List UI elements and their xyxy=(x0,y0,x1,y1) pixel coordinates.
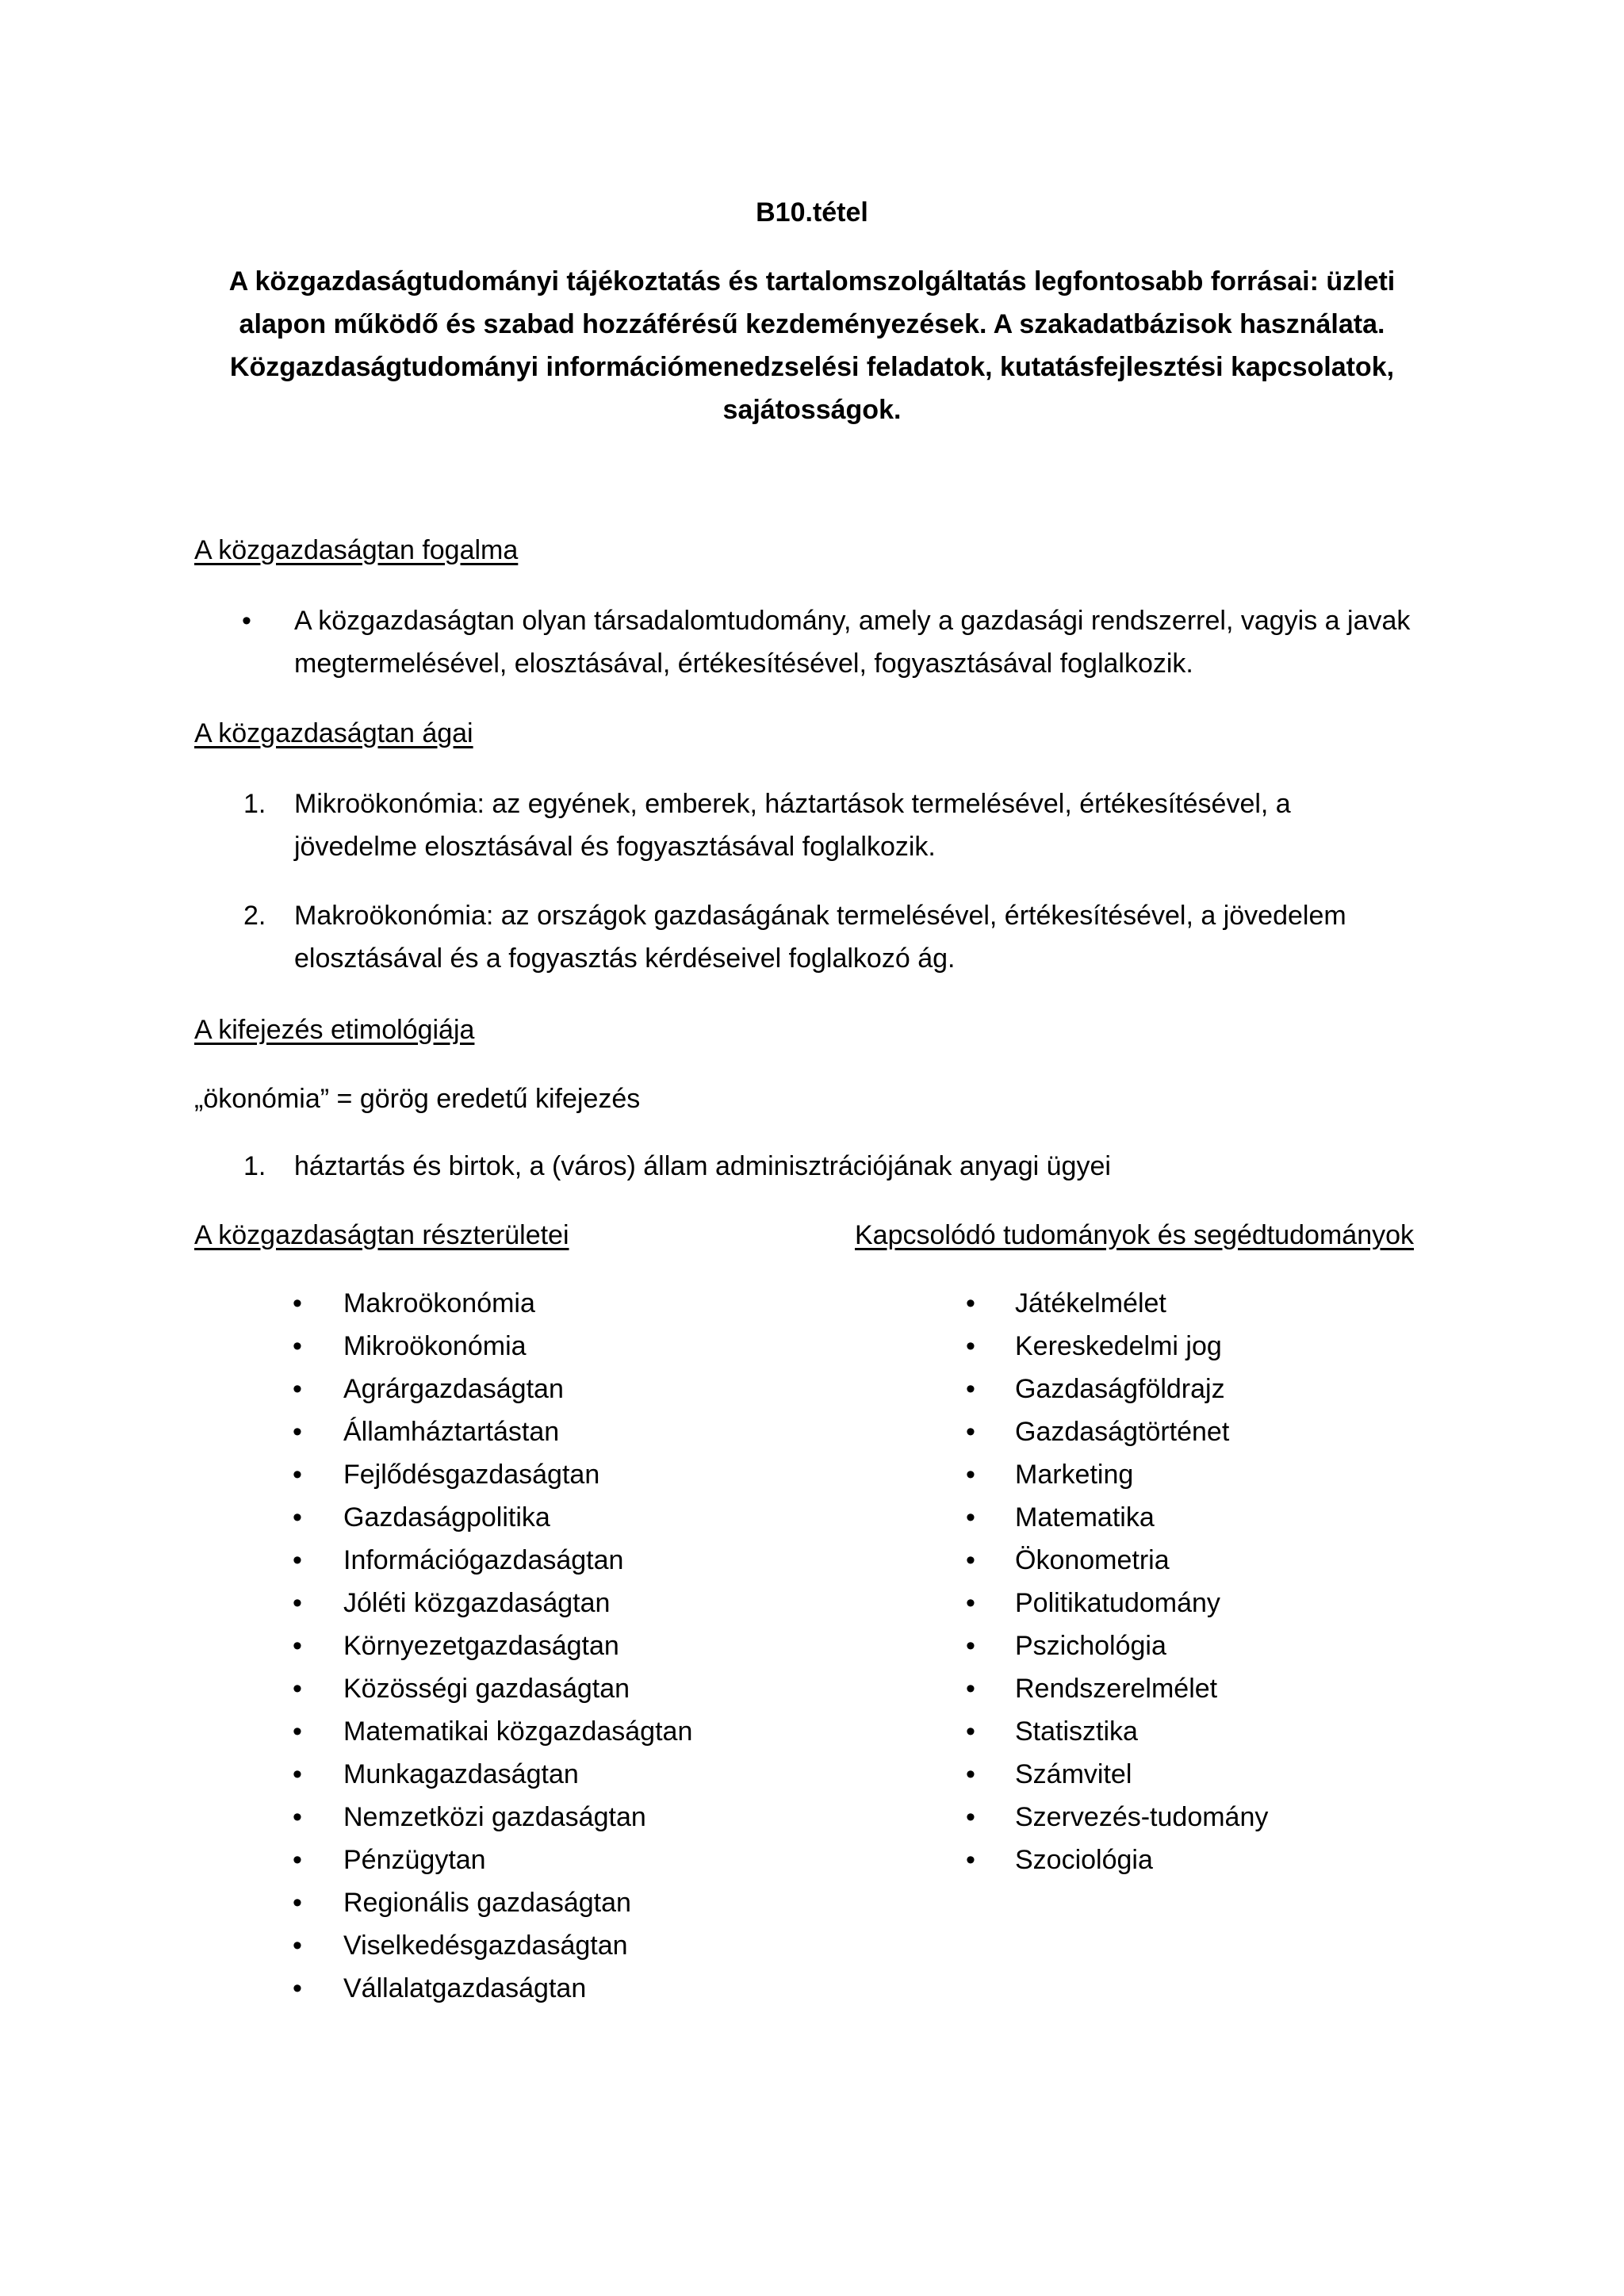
list-item xyxy=(966,1800,1268,1835)
list-item-text: háztartás és birtok, a (város) állam adminisztrációjának anyagi ügyei xyxy=(294,1151,1111,1181)
list-item-text: Matematikai közgazdaságtan xyxy=(343,1716,693,1747)
bullet-marker: • xyxy=(293,1674,302,1704)
list-item xyxy=(293,1500,550,1535)
bullet-marker: • xyxy=(966,1502,975,1533)
section-heading-kapcsolodo: Kapcsolódó tudományok és segédtudományok xyxy=(855,1220,1415,1250)
bullet-marker: • xyxy=(293,1417,302,1447)
bullet-marker: • xyxy=(966,1288,975,1318)
bullet-marker: • xyxy=(293,1288,302,1318)
bullet-marker: • xyxy=(966,1460,975,1490)
bullet-marker: • xyxy=(293,1631,302,1661)
list-item-text: Politikatudomány xyxy=(1015,1588,1220,1618)
list-item-text: Gazdaságtörténet xyxy=(1015,1417,1230,1447)
bullet-marker: • xyxy=(293,1888,302,1918)
bullet-marker: • xyxy=(966,1331,975,1361)
bullet-marker: • xyxy=(293,1331,302,1361)
bullet-marker: • xyxy=(966,1716,975,1747)
list-item-text: Pénzügytan xyxy=(343,1845,486,1875)
list-item-text: Jóléti közgazdaságtan xyxy=(343,1588,611,1618)
list-item-text: A közgazdaságtan olyan társadalomtudomány, amely a gazdasági rendszerrel, vagyis a javak megtermelésével, elosztásával, értékesítésével, fogyasztásával foglalkozik. xyxy=(294,606,1411,679)
list-item xyxy=(293,1372,564,1406)
list-item xyxy=(242,599,1420,685)
list-number: 1. xyxy=(243,789,266,819)
bullet-marker: • xyxy=(293,1545,302,1575)
list-item xyxy=(293,1671,630,1706)
list-item xyxy=(966,1414,1229,1449)
list-item xyxy=(966,1543,1170,1578)
list-number: 1. xyxy=(243,1151,266,1181)
list-item-text: Makroökonómia: az országok gazdaságának termelésével, értékesítésével, a jövedelem elosztásával és a fogyasztás kérdéseivel foglalkozó ág. xyxy=(294,901,1346,974)
list-item-text: Mikroökonómia: az egyének, emberek, háztartások termelésével, értékesítésével, a jövedelme elosztásával és fogyasztásával foglalkozik. xyxy=(294,789,1291,862)
list-item xyxy=(966,1286,1166,1321)
bullet-marker: • xyxy=(293,1460,302,1490)
list-item xyxy=(966,1714,1138,1749)
list-item-text: Makroökonómia xyxy=(343,1288,535,1318)
bullet-marker: • xyxy=(293,1374,302,1404)
list-item-text: Fejlődésgazdaságtan xyxy=(343,1460,600,1490)
list-item xyxy=(293,1714,692,1749)
list-item-text: Nemzetközi gazdaságtan xyxy=(343,1802,646,1832)
list-item-text: Rendszerelmélet xyxy=(1015,1674,1218,1704)
list-item xyxy=(293,1329,527,1364)
bullet-marker: • xyxy=(242,606,251,636)
list-item-text: Játékelmélet xyxy=(1015,1288,1166,1318)
bullet-marker: • xyxy=(966,1845,975,1875)
list-item xyxy=(966,1500,1155,1535)
section-heading-fogalma: A közgazdaságtan fogalma xyxy=(194,535,519,565)
list-item xyxy=(966,1372,1225,1406)
list-item-text: Információgazdaságtan xyxy=(343,1545,624,1575)
list-item xyxy=(966,1329,1222,1364)
list-item-text: Pszichológia xyxy=(1015,1631,1166,1661)
list-item-text: Matematika xyxy=(1015,1502,1155,1533)
section-heading-etimologia: A kifejezés etimológiája xyxy=(194,1015,475,1045)
list-item xyxy=(293,1586,610,1621)
list-item xyxy=(293,1757,579,1792)
list-number: 2. xyxy=(243,901,266,931)
list-item-text: Szervezés-tudomány xyxy=(1015,1802,1269,1832)
list-item-text: Viselkedésgazdaságtan xyxy=(343,1931,628,1961)
list-item xyxy=(293,1414,559,1449)
list-item xyxy=(293,1971,586,2006)
list-item xyxy=(293,1543,623,1578)
bullet-marker: • xyxy=(966,1674,975,1704)
list-item-text: Regionális gazdaságtan xyxy=(343,1888,631,1918)
bullet-marker: • xyxy=(293,1759,302,1789)
bullet-marker: • xyxy=(293,1973,302,2003)
bullet-marker: • xyxy=(293,1588,302,1618)
list-item-text: Agrárgazdaságtan xyxy=(343,1374,564,1404)
list-item xyxy=(966,1586,1220,1621)
list-item xyxy=(243,783,1420,868)
list-item xyxy=(966,1843,1153,1877)
list-item xyxy=(293,1843,486,1877)
list-item xyxy=(243,894,1420,980)
list-item-text: Szociológia xyxy=(1015,1845,1153,1875)
page-title: B10.tétel xyxy=(756,197,868,228)
list-item-text: Számvitel xyxy=(1015,1759,1132,1789)
section-heading-reszteruletek: A közgazdaságtan részterületei xyxy=(194,1220,569,1250)
list-item-text: Kereskedelmi jog xyxy=(1015,1331,1222,1361)
bullet-marker: • xyxy=(966,1545,975,1575)
bullet-marker: • xyxy=(293,1845,302,1875)
bullet-marker: • xyxy=(966,1759,975,1789)
list-item xyxy=(293,1286,535,1321)
section-heading-agai: A közgazdaságtan ágai xyxy=(194,718,473,748)
bullet-marker: • xyxy=(966,1417,975,1447)
list-item-text: Ökonometria xyxy=(1015,1545,1170,1575)
bullet-marker: • xyxy=(293,1802,302,1832)
bullet-marker: • xyxy=(293,1931,302,1961)
list-item xyxy=(966,1628,1166,1663)
list-item-text: Gazdaságpolitika xyxy=(343,1502,550,1533)
etymology-line: „ökonómia” = görög eredetű kifejezés xyxy=(194,1084,641,1114)
list-item-text: Munkagazdaságtan xyxy=(343,1759,579,1789)
list-item xyxy=(293,1800,646,1835)
list-item xyxy=(966,1457,1133,1492)
list-item-text: Marketing xyxy=(1015,1460,1134,1490)
list-item-text: Statisztika xyxy=(1015,1716,1138,1747)
bullet-marker: • xyxy=(966,1802,975,1832)
list-item xyxy=(966,1757,1132,1792)
list-item xyxy=(293,1457,599,1492)
list-item xyxy=(966,1671,1217,1706)
list-item-text: Környezetgazdaságtan xyxy=(343,1631,619,1661)
bullet-marker: • xyxy=(293,1716,302,1747)
list-item-text: Közösségi gazdaságtan xyxy=(343,1674,630,1704)
bullet-marker: • xyxy=(293,1502,302,1533)
list-item xyxy=(243,1145,1420,1188)
list-item xyxy=(293,1885,631,1920)
bullet-marker: • xyxy=(966,1374,975,1404)
bullet-marker: • xyxy=(966,1631,975,1661)
list-item-text: Vállalatgazdaságtan xyxy=(343,1973,587,2003)
list-item xyxy=(293,1928,628,1963)
list-item-text: Mikroökonómia xyxy=(343,1331,527,1361)
bullet-marker: • xyxy=(966,1588,975,1618)
list-item xyxy=(293,1628,619,1663)
list-item-text: Gazdaságföldrajz xyxy=(1015,1374,1225,1404)
document-subtitle: A közgazdaságtudományi tájékoztatás és tartalomszolgáltatás legfontosabb forrásai: üzleti alapon működő és szabad hozzáférésű kezdeményezések. A szakadatbázisok használata. Közgazdaságtudományi információmenedzselési feladatok, kutatásfejlesztési kapcsolatok, sajátosságok. xyxy=(228,266,1396,425)
list-item-text: Államháztartástan xyxy=(343,1417,560,1447)
